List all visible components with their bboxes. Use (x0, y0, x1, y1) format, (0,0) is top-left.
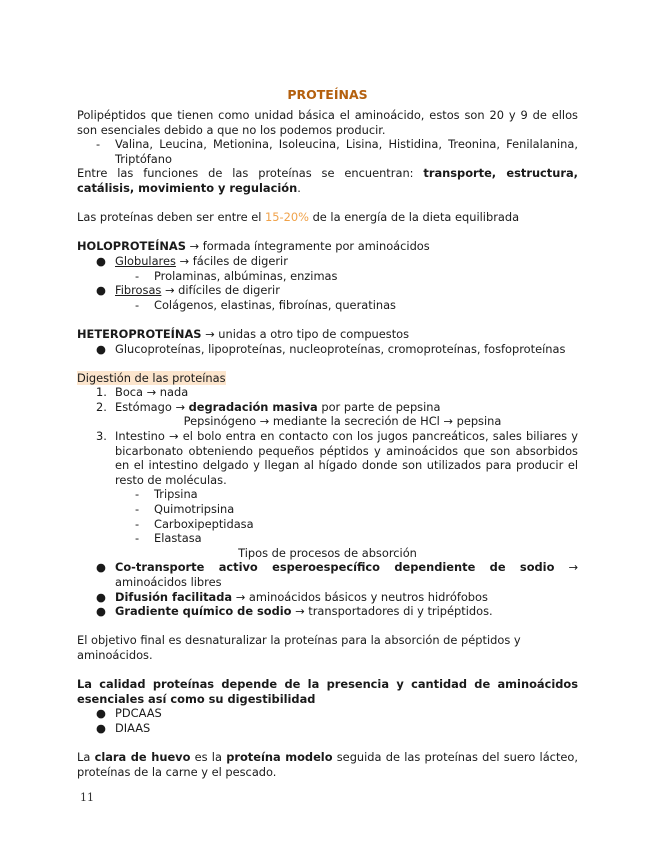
enzyme-item (77, 531, 578, 546)
dash-marker: - (135, 268, 140, 283)
enzyme-item (77, 517, 578, 532)
enzyme-item (77, 487, 578, 502)
dash-marker: - (135, 502, 140, 517)
abs2-rest: → aminoácidos básicos y neutros hidrófobos (232, 589, 488, 604)
hetero-title: HETEROPROTEÍNAS (77, 326, 202, 341)
quality-item-text: DIAAS (115, 720, 151, 735)
egg-bold-2: proteína modelo (226, 750, 333, 765)
dash-marker: - (135, 516, 140, 531)
intro-paragraph: Polipéptidos que tienen como unidad básica el aminoácido, estos son 20 y 9 de ellos son esenciales debido a que no los podemos producir. (77, 108, 578, 137)
hetero-heading (77, 327, 578, 342)
abs2-bold: Difusión facilitada (115, 589, 233, 604)
step2-prefix: Estómago → (115, 399, 189, 414)
enzyme-name: Carboxipeptidasa (154, 516, 254, 531)
functions-bold: transporte, estructura, catálisis, movimiento y regulación (77, 166, 578, 195)
bullet-marker: ● (96, 560, 106, 575)
absorption-item-1 (77, 560, 578, 589)
functions-paragraph (77, 166, 578, 195)
absorption-item-3 (77, 604, 578, 619)
functions-suffix: . (297, 180, 301, 195)
dash-marker: - (135, 487, 140, 502)
globulares-item (77, 254, 578, 269)
hetero-examples: Glucoproteínas, lipoproteínas, nucleoproteínas, cromoproteínas, fosfoproteínas (115, 341, 566, 356)
step2-bold: degradación masiva (188, 399, 318, 414)
step2-sub: Pepsinógeno → mediante la secreción de HCl → pepsina (183, 414, 502, 429)
fibrosas-desc: → difíciles de digerir (161, 283, 280, 298)
quality-paragraph: La calidad proteínas depende de la presencia y cantidad de aminoácidos esenciales así como su digestibilidad (77, 677, 578, 706)
egg-paragraph (77, 750, 578, 779)
dash-marker: - (135, 297, 140, 312)
hetero-examples-item (77, 342, 578, 357)
step-number: 3. (96, 429, 107, 444)
bullet-marker: ● (96, 341, 106, 356)
bullet-marker: ● (96, 283, 106, 298)
abs1-bold: Co-transporte activo esperoespecífico dependiente de sodio (115, 560, 555, 575)
fibrosas-examples: Colágenos, elastinas, fibroínas, queratinas (154, 297, 396, 312)
globulares-label: Globulares (115, 253, 176, 268)
enzyme-name: Elastasa (154, 531, 202, 546)
fibrosas-item (77, 283, 578, 298)
enzyme-item (77, 502, 578, 517)
step1-text: Boca → nada (115, 385, 189, 400)
step3-text: Intestino → el bolo entra en contacto con los jugos pancreáticos, sales biliares y bicarbonato obteniendo pequeños péptidos y aminoácidos que son absorbidos en el intestino delgado y llegan al hígado donde son utilizados para producir el resto de moléculas. (115, 429, 578, 487)
globulares-examples: Prolaminas, albúminas, enzimas (154, 268, 338, 283)
essential-aa-text: Valina, Leucina, Metionina, Isoleucina, Lisina, Histidina, Treonina, Fenilalanina, Triptófano (115, 137, 578, 166)
bullet-marker: ● (96, 604, 106, 619)
step-number: 2. (96, 399, 107, 414)
bullet-marker: ● (96, 706, 106, 721)
holo-desc: → formada íntegramente por aminoácidos (185, 239, 430, 254)
dash-marker: - (96, 137, 101, 152)
step2-suffix: por parte de pepsina (317, 399, 441, 414)
bullet-marker: ● (96, 589, 106, 604)
enzyme-name: Quimotripsina (154, 502, 235, 517)
globulares-desc: → fáciles de digerir (175, 253, 288, 268)
essential-aa-item (77, 137, 578, 166)
energy-prefix: Las proteínas deben ser entre el (77, 210, 266, 225)
holo-heading (77, 239, 578, 254)
energy-value: 15-20% (265, 210, 309, 225)
egg-text-2: es la (190, 750, 227, 765)
step-number: 1. (96, 385, 107, 400)
absorption-item-2 (77, 590, 578, 605)
fibrosas-label: Fibrosas (115, 283, 162, 298)
abs1-rest: → aminoácidos libres (115, 560, 578, 589)
enzyme-name: Tripsina (154, 487, 198, 502)
dash-marker: - (135, 531, 140, 546)
bullet-marker: ● (96, 720, 106, 735)
energy-suffix: de la energía de la dieta equilibrada (308, 210, 520, 225)
abs3-bold: Gradiente químico de sodio (115, 604, 292, 619)
egg-text-1: La (77, 750, 95, 765)
hetero-desc: → unidas a otro tipo de compuestos (201, 326, 410, 341)
page-title: PROTEÍNAS (287, 87, 368, 102)
digestion-step-3 (77, 429, 578, 487)
digestion-step-1 (77, 385, 578, 400)
page-number: 11 (80, 791, 94, 804)
document-body (77, 86, 578, 779)
quality-item (77, 706, 578, 721)
quality-item-text: PDCAAS (115, 706, 162, 721)
bullet-marker: ● (96, 253, 106, 268)
objective-paragraph: El objetivo final es desnaturalizar la proteínas para la absorción de péptidos y aminoácidos. (77, 633, 521, 662)
functions-prefix: Entre las funciones de las proteínas se encuentran: (77, 166, 424, 181)
abs3-rest: → transportadores di y tripéptidos. (291, 604, 493, 619)
holo-title: HOLOPROTEÍNAS (77, 239, 186, 254)
digestion-heading (77, 371, 578, 386)
digestion-title: Digestión de las proteínas (77, 370, 226, 385)
quality-item (77, 721, 578, 736)
globulares-examples-item (77, 269, 578, 284)
digestion-step-2 (77, 400, 578, 415)
energy-paragraph (77, 210, 578, 225)
egg-bold-1: clara de huevo (94, 750, 191, 765)
fibrosas-examples-item (77, 298, 578, 313)
egg-text-3: seguida de las proteínas del suero lácteo, proteínas de la carne y el pescado. (77, 750, 579, 779)
absorption-title: Tipos de procesos de absorción (238, 545, 417, 560)
